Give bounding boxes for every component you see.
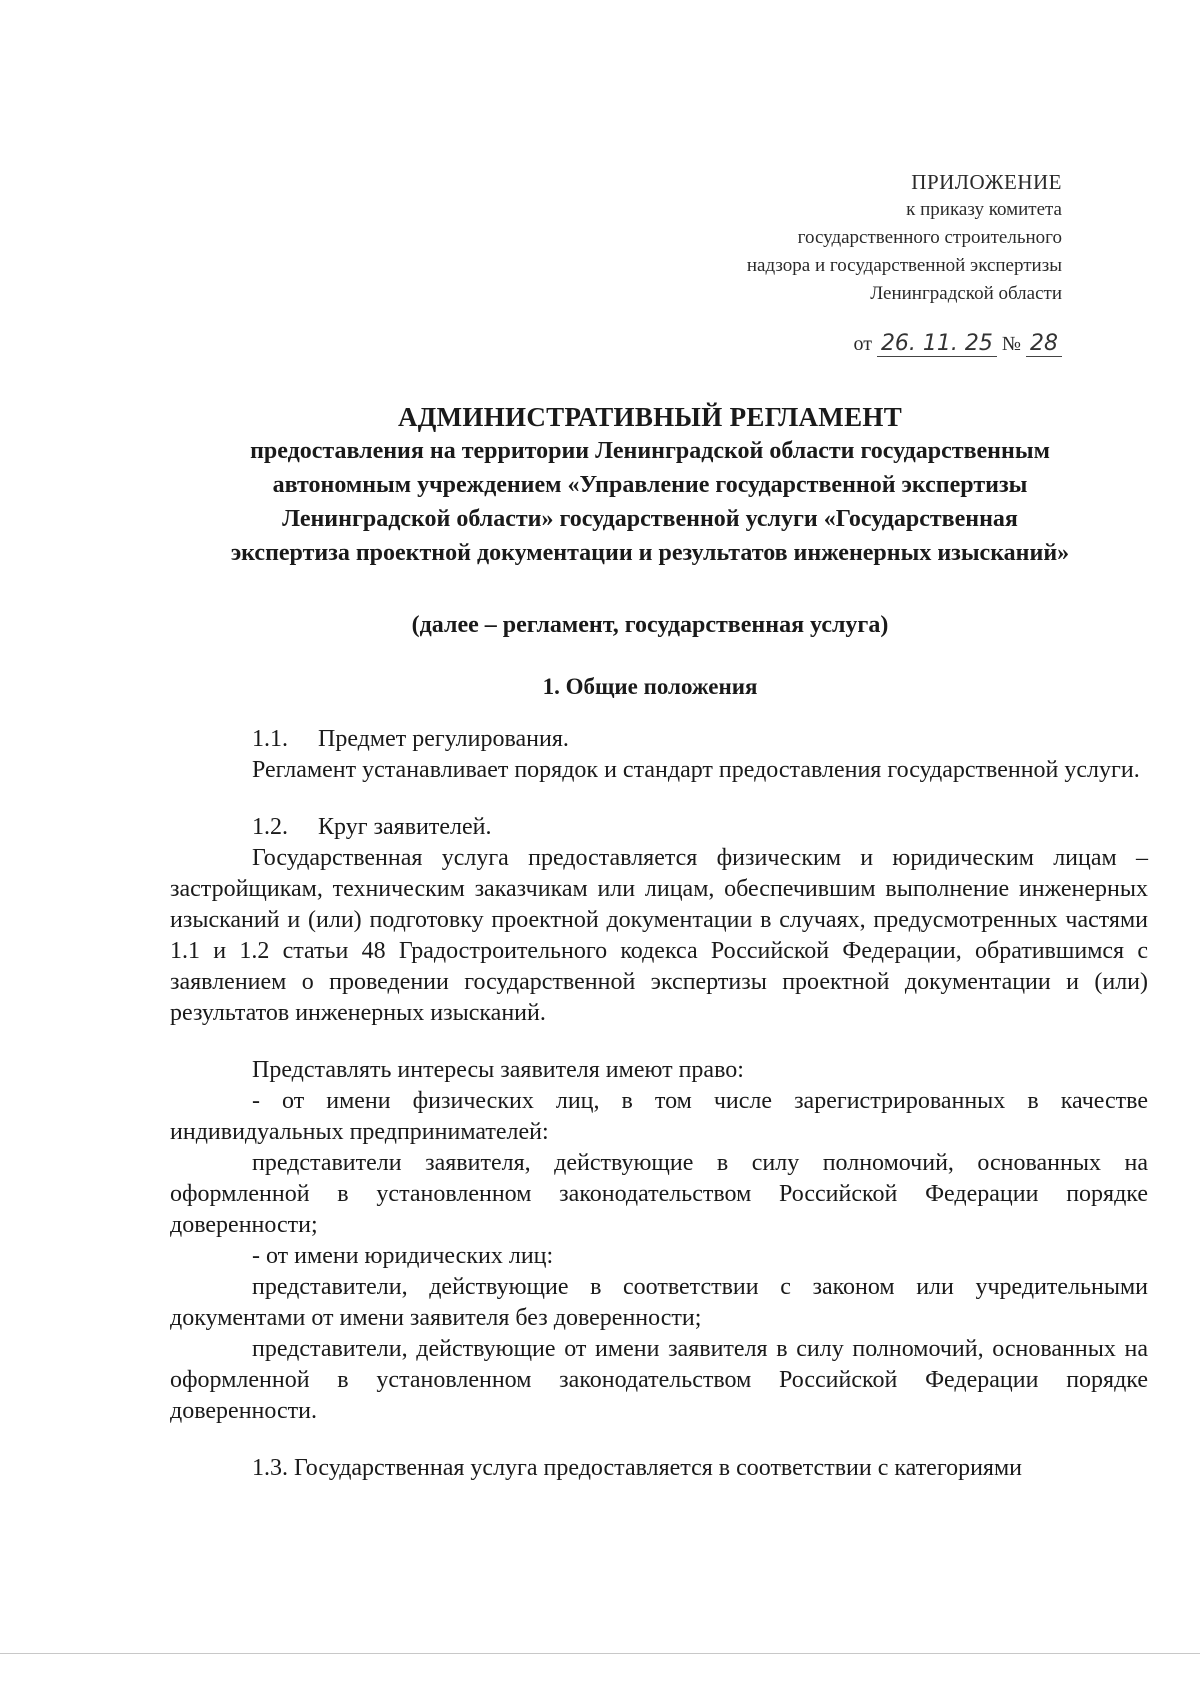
date-prefix: от xyxy=(853,333,872,355)
clause-number: 1.2. xyxy=(252,814,288,840)
document-subtitle-line: Ленинградской области» государственной услуги «Государственная xyxy=(282,506,1018,532)
document-subtitle-line: предоставления на территории Ленинградской области государственным xyxy=(250,438,1050,464)
section-heading: 1. Общие положения xyxy=(542,674,758,699)
representatives-physical: - от имени физических лиц, в том числе зарегистрированных в качестве индивидуальных предпринимателей: xyxy=(170,1088,1148,1145)
approval-line: надзора и государственной экспертизы xyxy=(746,255,1062,276)
representatives-intro: Представлять интересы заявителя имеют право: xyxy=(252,1057,744,1083)
scan-edge-line xyxy=(0,1653,1200,1654)
appendix-title: ПРИЛОЖЕНИЕ xyxy=(911,170,1062,194)
handwritten-date: 26. 11. 25 xyxy=(877,332,997,357)
approval-line: Ленинградской области xyxy=(870,283,1062,304)
representatives-physical-item: представители заявителя, действующие в силу полномочий, основанных на оформленной в установленном законодательством Российской Федерации порядке доверенности; xyxy=(170,1150,1148,1238)
document-subtitle-line: экспертиза проектной документации и результатов инженерных изысканий» xyxy=(230,540,1070,566)
clause-1-2-heading xyxy=(170,812,1148,843)
representatives-legal-item: представители, действующие от имени заявителя в силу полномочий, основанных на оформленной в установленном законодательством Российской Федерации порядке доверенности. xyxy=(170,1336,1148,1424)
clause-1-2-text: Государственная услуга предоставляется физическим и юридическим лицам – застройщикам, техническим заказчикам или лицам, обеспечившим выполнение инженерных изысканий и (или) подготовку проектной документации в случаях, предусмотренных частями 1.1 и 1.2 статьи 48 Градостроительного кодекса Российской Федерации, обратившимся с заявлением о проведении государственной экспертизы проектной документации и (или) результатов инженерных изысканий. xyxy=(170,845,1148,1026)
approval-line: государственного строительного xyxy=(797,227,1062,248)
title-block xyxy=(170,400,1130,704)
clause-title: Круг заявителей. xyxy=(318,814,492,840)
clause-title: Предмет регулирования. xyxy=(318,726,569,752)
clause-1-3: 1.3. Государственная услуга предоставляется в соответствии с категориями xyxy=(252,1455,1022,1481)
document-subtitle-line: автономным учреждением «Управление государственной экспертизы xyxy=(272,472,1028,498)
approval-line: к приказу комитета xyxy=(906,199,1062,220)
clause-number: 1.1. xyxy=(252,726,288,752)
representatives-legal-item: представители, действующие в соответствии с законом или учредительными документами от имени заявителя без доверенности; xyxy=(170,1274,1148,1331)
order-date-line xyxy=(747,330,1062,358)
clause-1-1-text: Регламент устанавливает порядок и стандарт предоставления государственной услуги. xyxy=(252,757,1140,783)
document-body xyxy=(170,724,1148,1484)
representatives-legal: - от имени юридических лиц: xyxy=(252,1243,554,1269)
document-title: АДМИНИСТРАТИВНЫЙ РЕГЛАМЕНТ xyxy=(397,402,903,432)
document-note: (далее – регламент, государственная услуга) xyxy=(411,612,889,638)
approval-block xyxy=(747,168,1062,358)
handwritten-number: 28 xyxy=(1026,332,1062,357)
number-prefix: № xyxy=(1001,333,1021,355)
clause-1-1-heading xyxy=(170,724,1148,755)
